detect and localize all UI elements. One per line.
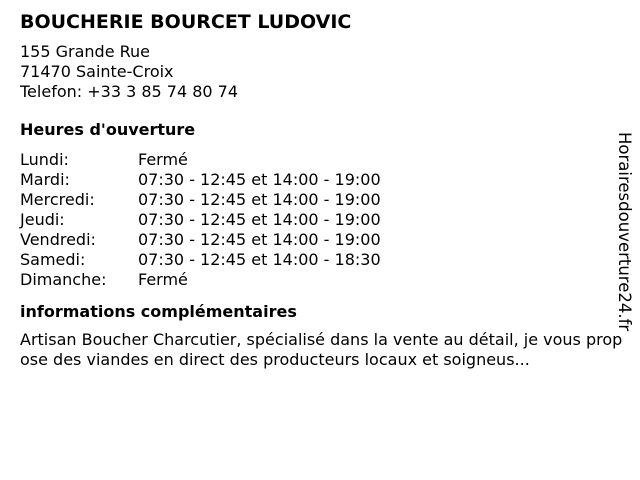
business-card — [20, 10, 623, 370]
additional-info-text: Artisan Boucher Charcutier, spécialisé dans la vente au détail, je vous propose des viandes en direct des producteurs locaux et soigneus... — [20, 330, 623, 369]
hours-row-wednesday — [20, 190, 616, 210]
hours-day: Mardi: — [20, 170, 70, 189]
additional-info-heading: informations complémentaires — [20, 302, 297, 321]
hours-value: 07:30 - 12:45 et 14:00 - 19:00 — [138, 170, 381, 189]
hours-day: Dimanche: — [20, 270, 107, 289]
hours-row-sunday — [20, 270, 616, 290]
hours-row-friday — [20, 230, 616, 250]
phone-number: Telefon: +33 3 85 74 80 74 — [20, 82, 239, 101]
hours-day: Vendredi: — [20, 230, 96, 249]
hours-day: Samedi: — [20, 250, 86, 269]
hours-day: Lundi: — [20, 150, 69, 169]
hours-value: 07:30 - 12:45 et 14:00 - 18:30 — [138, 250, 381, 269]
hours-row-monday — [20, 150, 616, 170]
business-name: BOUCHERIE BOURCET LUDOVIC — [20, 11, 352, 33]
hours-value: Fermé — [138, 150, 188, 169]
street-address: 155 Grande Rue — [20, 42, 151, 61]
address-block — [20, 42, 616, 102]
hours-value: Fermé — [138, 270, 188, 289]
hours-value: 07:30 - 12:45 et 14:00 - 19:00 — [138, 190, 381, 209]
hours-day: Jeudi: — [20, 210, 65, 229]
hours-row-thursday — [20, 210, 616, 230]
postal-city: 71470 Sainte-Croix — [20, 62, 174, 81]
site-watermark: Horairesdouverture24.fr — [615, 132, 634, 332]
hours-day: Mercredi: — [20, 190, 95, 209]
hours-value: 07:30 - 12:45 et 14:00 - 19:00 — [138, 230, 381, 249]
hours-row-saturday — [20, 250, 616, 270]
opening-hours-heading: Heures d'ouverture — [20, 120, 196, 139]
opening-hours-table — [20, 150, 616, 290]
hours-value: 07:30 - 12:45 et 14:00 - 19:00 — [138, 210, 381, 229]
hours-row-tuesday — [20, 170, 616, 190]
